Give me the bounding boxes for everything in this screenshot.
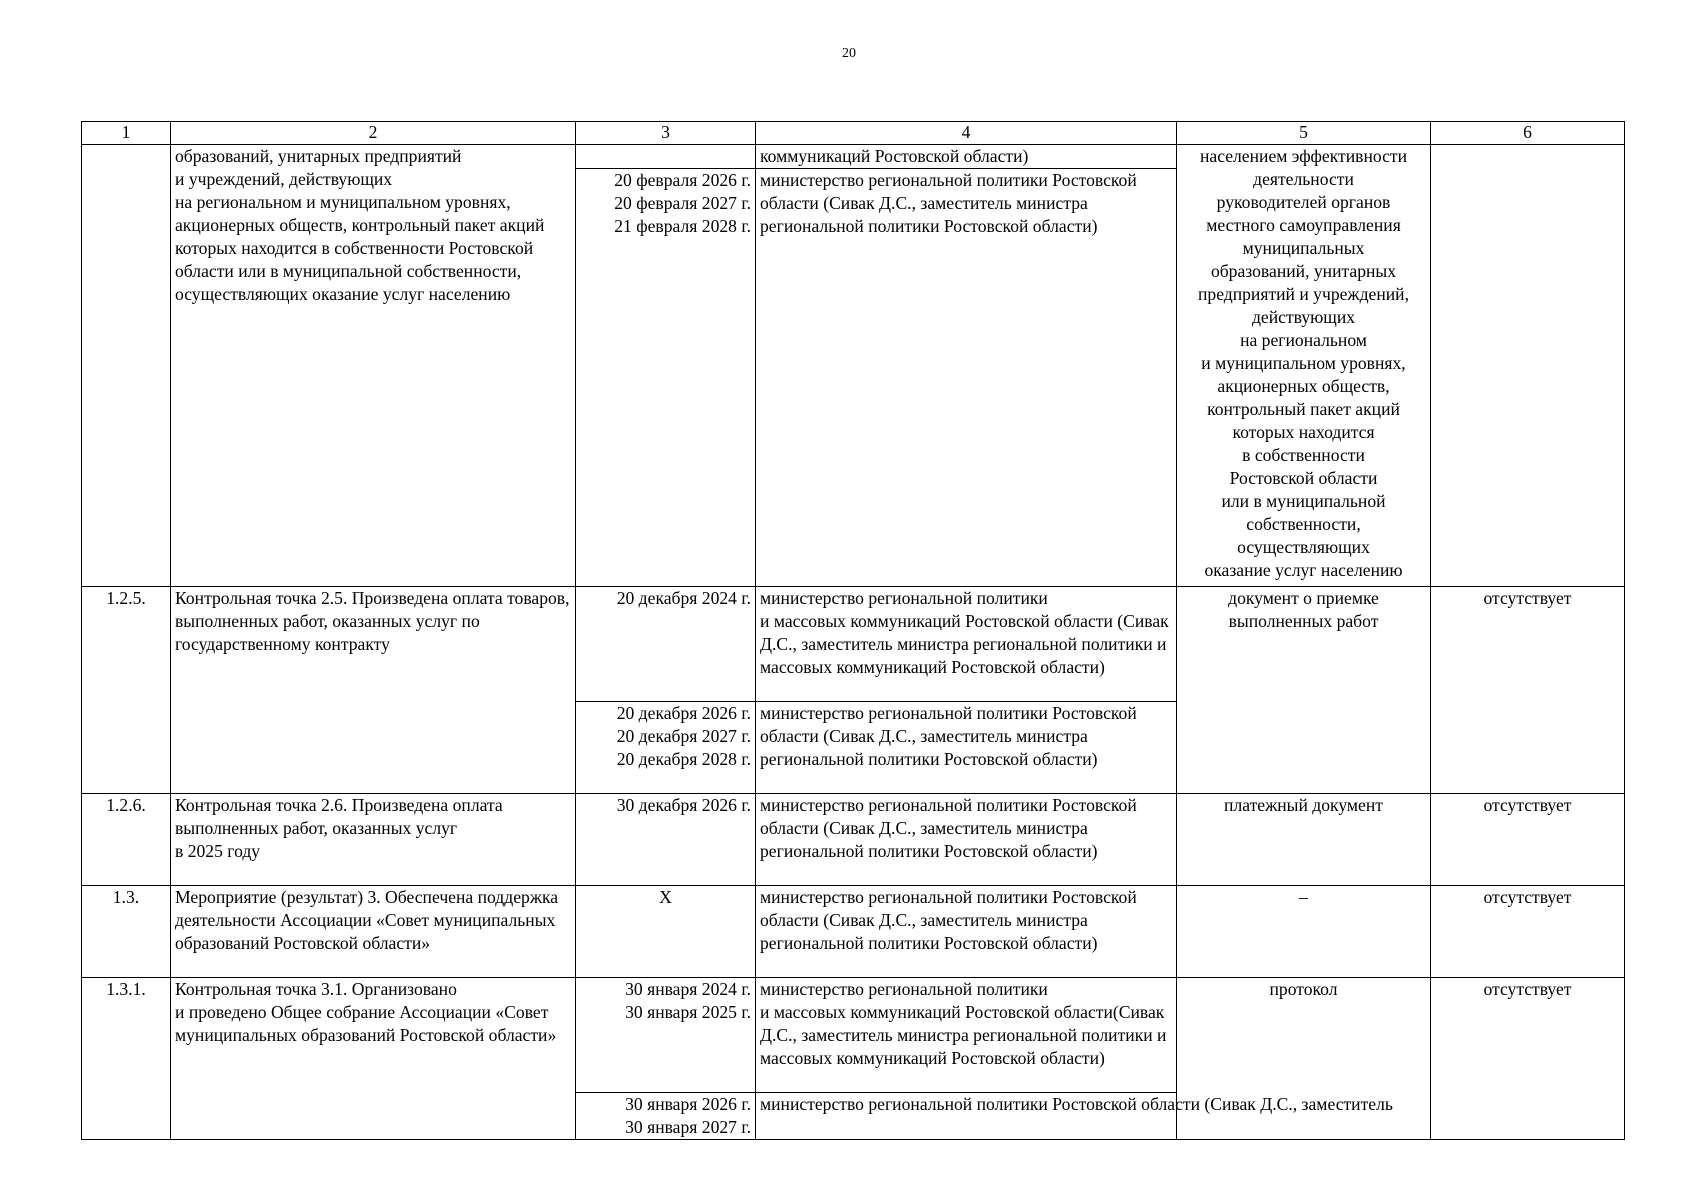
header-cell: 1	[82, 122, 171, 145]
cell-info-system: отсутствует	[1431, 886, 1625, 978]
cell-number: 1.2.6.	[82, 794, 171, 886]
table-row	[82, 145, 1625, 169]
cell-responsible: министерство региональной политики Ростовской области (Сивак Д.С., заместитель	[756, 1093, 1177, 1140]
cell-deadline: 20 декабря 2026 г. 20 декабря 2027 г. 20 декабря 2028 г.	[576, 702, 756, 794]
cell-responsible: министерство региональной политики Ростовской области (Сивак Д.С., заместитель министра региональной политики Ростовской области)	[756, 886, 1177, 978]
cell-responsible: министерство региональной политики и массовых коммуникаций Ростовской области (Сивак Д.С., заместитель министра региональной политики и массовых коммуникаций Ростовской области)	[756, 587, 1177, 702]
cell-number: 1.2.5.	[82, 587, 171, 794]
cell-number: 1.3.1.	[82, 978, 171, 1140]
cell-deadline: Х	[576, 886, 756, 978]
cell-info-system: отсутствует	[1431, 978, 1625, 1140]
header-cell: 6	[1431, 122, 1625, 145]
table-row	[82, 978, 1625, 1093]
cell-deadline: 30 января 2026 г. 30 января 2027 г.	[576, 1093, 756, 1140]
cell-responsible: министерство региональной политики Ростовской области (Сивак Д.С., заместитель министра региональной политики Ростовской области)	[756, 794, 1177, 886]
header-cell: 3	[576, 122, 756, 145]
cell-responsible: министерство региональной политики Ростовской области (Сивак Д.С., заместитель министра региональной политики Ростовской области)	[756, 702, 1177, 794]
cell-deadline: 30 декабря 2026 г.	[576, 794, 756, 886]
cell-description: Контрольная точка 2.5. Произведена оплата товаров, выполненных работ, оказанных услуг по государственному контракту	[171, 587, 576, 794]
cell-document: –	[1177, 886, 1431, 978]
table-row	[82, 587, 1625, 702]
cell-deadline	[576, 145, 756, 169]
cell-responsible: министерство региональной политики и массовых коммуникаций Ростовской области(Сивак Д.С., заместитель министра региональной политики и массовых коммуникаций Ростовской области)	[756, 978, 1177, 1093]
header-cell: 5	[1177, 122, 1431, 145]
cell-document: платежный документ	[1177, 794, 1431, 886]
cell-responsible: коммуникаций Ростовской области)	[756, 145, 1177, 169]
cell-info-system	[1431, 145, 1625, 587]
cell-description: образований, унитарных предприятий и учреждений, действующих на региональном и муниципальном уровнях, акционерных обществ, контрольный пакет акций которых находится в собственности Ростовской области или в муниципальной собственности, осуществляющих оказание услуг населению	[171, 145, 576, 587]
cell-document: протокол	[1177, 978, 1431, 1140]
cell-number: 1.3.	[82, 886, 171, 978]
page-number: 20	[842, 46, 856, 61]
cell-document: населением эффективности деятельности руководителей органов местного самоуправления муниципальных образований, унитарных предприятий и учреждений, действующих на региональном и муниципальном уровнях, акционерных обществ, контрольный пакет акций которых находится в собственности Ростовской области или в муниципальной собственности, осуществляющих оказание услуг населению	[1177, 145, 1431, 587]
cell-deadline: 20 декабря 2024 г.	[576, 587, 756, 702]
cell-info-system: отсутствует	[1431, 794, 1625, 886]
cell-description: Мероприятие (результат) 3. Обеспечена поддержка деятельности Ассоциации «Совет муниципальных образований Ростовской области»	[171, 886, 576, 978]
header-cell: 2	[171, 122, 576, 145]
schedule-table	[81, 121, 1625, 1140]
table-row	[82, 886, 1625, 978]
cell-number	[82, 145, 171, 587]
cell-info-system: отсутствует	[1431, 587, 1625, 794]
cell-responsible: министерство региональной политики Ростовской области (Сивак Д.С., заместитель министра региональной политики Ростовской области)	[756, 169, 1177, 587]
cell-deadline: 30 января 2024 г. 30 января 2025 г.	[576, 978, 756, 1093]
table-row	[82, 794, 1625, 886]
header-row	[82, 122, 1625, 145]
cell-document: документ о приемке выполненных работ	[1177, 587, 1431, 794]
cell-deadline: 20 февраля 2026 г. 20 февраля 2027 г. 21 февраля 2028 г.	[576, 169, 756, 587]
header-cell: 4	[756, 122, 1177, 145]
cell-description: Контрольная точка 3.1. Организовано и проведено Общее собрание Ассоциации «Совет муниципальных образований Ростовской области»	[171, 978, 576, 1140]
cell-description: Контрольная точка 2.6. Произведена оплата выполненных работ, оказанных услуг в 2025 году	[171, 794, 576, 886]
